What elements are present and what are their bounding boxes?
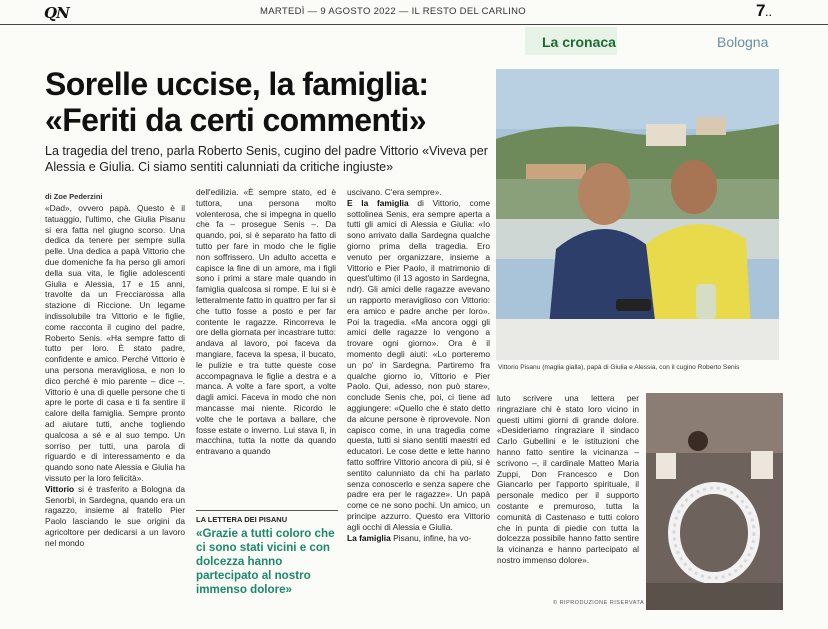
pull-quote [196, 510, 338, 597]
col1-text: «Dad», ovvero papà. Questo è il tatuaggio, l'ultimo, che Giulia Pisanu si era fatta nel giugno scorso. Una dedica da tenere per sempre sulla pelle. Una dedica a papà Vittorio che due domeniche fa ha perso gli amori della sua vita, le figlie adolescenti Giulia e Alessia, 17 e 15 anni, travolte da un Frecciarossa alla stazione di Riccione. Un legame indissolubile tra Vittorio e le figlie, come racconta il cugino del padre, Roberto Senis. «Ha sempre fatto di tutto per loro. È stato padre, confidente e amico. Perché Vittorio è una persona meravigliosa, e non lo dico perché è mio parente – dice –. Vittorio è una di quelle persone che ti apre le porte di casa e ti fa sentire il calore della famiglia. Sempre pronto ad aiutare tutti, anche togliendo qualcosa a sé e al suo tempo. Un sorriso per tutti, una parola di riguardo e di interessamento e da quando sono nate Alessia e Giulia ha vissuto per la loro felicità». [45, 203, 185, 483]
article-column-1 [45, 203, 185, 618]
col3-b: di Vittorio, come sottolinea Senis, era sempre aperta a tutti gli amici di Alessia e Giulia: «Io sono arrivato dalla Sardegna qualche giorno prima della tragedia. Ero venuto per organizzare, insieme a Vittorio e Pier Paolo, il matrimonio di quest'ultimo (il 13 agosto in Sardegna, ndr). Gli amici delle ragazze avevano un rapporto meraviglioso con Vittorio: era amico e padre anche per loro». Poi la tragedia. «Ma ancora oggi gli amici delle ragazze lo vengono a trovare ogni giorno». Ora è il momento degli aiuti: «Lo porteremo un po' in Sardegna. Partiremo fra qualche giorno io, Vittorio e Pier Paolo. Qui, adesso, non può stare», conclude Senis che, poi, ci tiene ad aggiungere: «Quello che è stato detto da alcune persone è riprovevole. Non capisco come, in una tragedia come questa, tutti si siano sentiti maestri ed educatori. Le cose dette e lette hanno fatto soffrire Vittorio ancora di più, si è sentito calunniato da chi ha parlato senza conoscerlo e senza sapere che padre era per le ragazze». Un papà come ce ne sono pochi. Un amico, un principe azzurro. Questo era Vittorio agli occhi di Alessia e Giulia. [347, 197, 490, 532]
col1-tail: si è trasferito a Bologna da Senorbì, in Sardegna, quando era un ragazzo, insieme al fratello Pier Paolo lasciando le sue origini da agricoltore per dedicarsi a un lavoro nel mondo [45, 483, 185, 548]
page-number-suffix: .. [765, 8, 773, 18]
col3-c: Pisanu, infine, ha vo- [390, 532, 472, 543]
article-column-2 [196, 187, 336, 505]
funeral-photo-image [646, 393, 783, 610]
headline: Sorelle uccise, la famiglia: «Feriti da certi commenti» [45, 66, 429, 138]
subheadline: La tragedia del treno, parla Roberto Senis, cugino del padre Vittorio «Viveva per Alessia e Giulia. Ci siamo sentiti calunniati da critiche ingiuste» [45, 144, 488, 174]
city-label: Bologna [717, 34, 769, 50]
header-rule [0, 24, 828, 25]
dateline: MARTEDÌ — 9 AGOSTO 2022 — IL RESTO DEL CARLINO [260, 6, 526, 17]
col1-lead: Vittorio [45, 483, 75, 494]
page-number [756, 1, 772, 21]
section-title: La cronaca [542, 34, 616, 50]
col3-lead2: La famiglia [347, 532, 391, 543]
col3-a: uscivano. C'era sempre». [347, 187, 442, 197]
page-number-value: 7 [756, 1, 766, 20]
qn-logo: QN [44, 4, 69, 22]
byline: di Zoe Pederzini [45, 192, 103, 201]
pull-quote-text: «Grazie a tutti coloro che ci sono stati vicini e con dolcezza hanno partecipato al nostro immenso dolore» [196, 527, 335, 596]
main-photo [496, 69, 779, 360]
pull-quote-label: LA LETTERA DEI PISANU [196, 510, 338, 524]
photo-credit: © RIPRODUZIONE RISERVATA [553, 600, 645, 606]
col2-text: dell'edilizia. «È sempre stato, ed è tuttora, una persona molto volenterosa, che si impegna in quello che fa – prosegue Senis –. Da quando, poi, si è separato ha fatto di tutto per fare in modo che le figlie non soffrissero. Un adulto accetta e capisce la fine di un amore, ma i figli sono i primi a stare male quando in famiglia qualcosa si rompe. E lui si è letteralmente fatto in quattro per far sì che tutto fosse a posto e per far contente le ragazze. Rincorreva le ore della giornata per incastrare tutto: andava al lavoro, poi faceva da mangiare, faceva la spesa, il bucato, le pulizie e tra tutte queste cose accompagnava le figlie a destra e a manca. A volte a fare sport, a volte dagli amici. Faceva in modo che non mancasse mai niente. Ricordo le volte che le portava a ballare, che fosse estate o inverno. Lui stava lì, in macchina, tutta la notte da quando entravano a quando [196, 187, 336, 457]
photo-caption: Vittorio Pisanu (maglia gialla), papà di Giulia e Alessia, con il cugino Roberto Senis [498, 364, 740, 371]
col3-lead1: E la famiglia [347, 197, 409, 208]
main-photo-image [496, 69, 779, 360]
article-column-3 [347, 187, 490, 612]
article-column-4 [497, 393, 639, 608]
col4-text: luto scrivere una lettera per ringraziare chi è stato loro vicino in questi ultimi giorni di grande dolore. «Desideriamo ringraziare il sindaco Carlo Gubellini e le istituzioni che hanno fatto sentire la vicinanza – scrivono –, il cardinale Matteo Maria Zuppi, Don Francesco e Don Giancarlo per l'apporto spirituale, il personale medico per il supporto costante e premuroso, tutta la comunità di Castenaso e tutti coloro che in punta di piedie con tutta la dolcezza possibile hanno fatto sentire la vicinanza e hanno partecipato al nostro immenso dolore». [497, 393, 639, 565]
funeral-photo [646, 393, 783, 610]
